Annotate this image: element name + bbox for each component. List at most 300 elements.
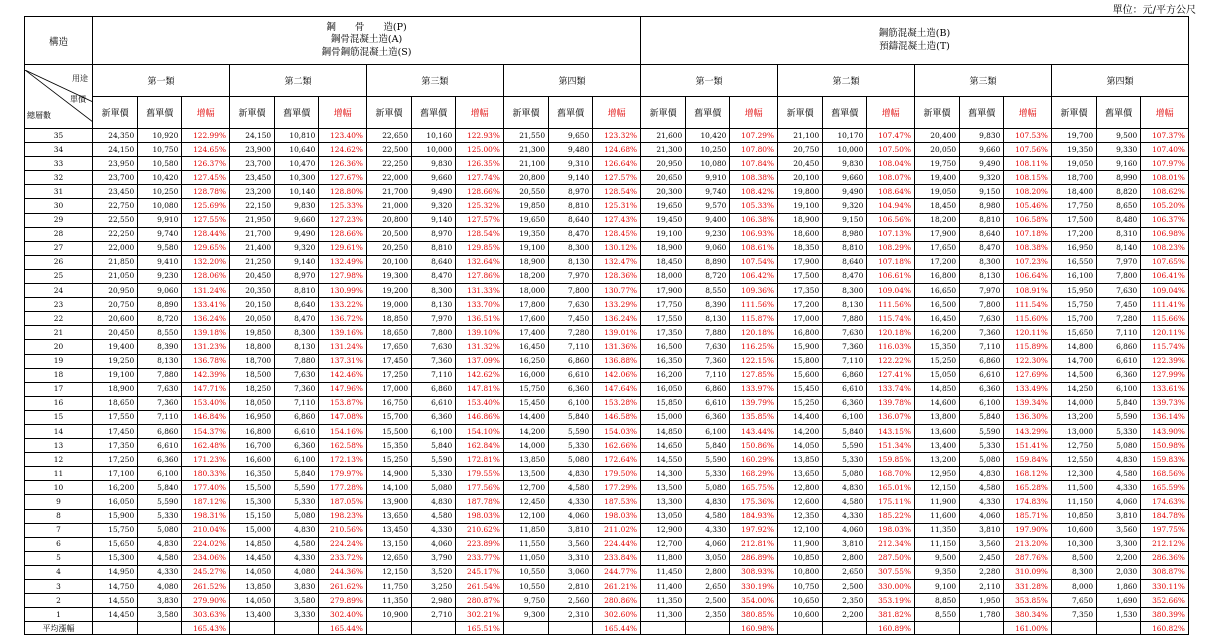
average-empty-cell <box>275 622 319 635</box>
increase-cell: 107.23% <box>1004 255 1052 269</box>
increase-cell: 261.62% <box>319 580 367 594</box>
increase-cell: 154.10% <box>456 424 504 438</box>
old-price-cell: 2,500 <box>686 594 730 608</box>
old-price-cell: 9,140 <box>412 213 456 227</box>
old-price-cell: 2,500 <box>823 580 867 594</box>
new-price-cell: 22,150 <box>229 199 274 213</box>
old-price-cell: 9,490 <box>275 227 319 241</box>
increase-cell: 128.44% <box>182 227 230 241</box>
new-price-cell: 16,350 <box>229 467 274 481</box>
new-price-cell: 11,850 <box>503 523 548 537</box>
old-price-cell: 8,470 <box>960 241 1004 255</box>
new-price-cell: 11,400 <box>641 580 686 594</box>
new-price-cell: 21,950 <box>229 213 274 227</box>
increase-cell: 381.82% <box>867 608 915 622</box>
new-price-cell: 14,550 <box>641 453 686 467</box>
increase-header: 增幅 <box>319 97 367 129</box>
old-price-cell: 3,830 <box>138 594 182 608</box>
increase-cell: 233.84% <box>593 551 641 565</box>
new-price-cell: 15,250 <box>914 354 959 368</box>
price-table <box>24 16 1189 635</box>
new-price-cell: 16,200 <box>914 326 959 340</box>
new-price-cell: 14,200 <box>503 424 548 438</box>
new-price-cell: 13,050 <box>641 509 686 523</box>
increase-cell: 223.89% <box>456 537 504 551</box>
table-row <box>25 143 1189 157</box>
new-price-cell: 16,800 <box>229 424 274 438</box>
old-price-cell: 8,130 <box>549 255 593 269</box>
old-price-cell: 7,110 <box>1097 326 1141 340</box>
old-price-cell: 2,280 <box>960 565 1004 579</box>
increase-cell: 150.86% <box>730 439 778 453</box>
new-price-cell: 11,900 <box>914 495 959 509</box>
old-price-cell: 4,330 <box>823 509 867 523</box>
floor-count-cell: 16 <box>25 396 93 410</box>
increase-cell: 330.00% <box>867 580 915 594</box>
new-price-cell: 20,550 <box>503 185 548 199</box>
new-price-cell: 9,750 <box>503 594 548 608</box>
new-price-cell: 15,050 <box>914 368 959 382</box>
new-price-cell: 18,250 <box>229 382 274 396</box>
increase-cell: 108.91% <box>1004 284 1052 298</box>
old-price-cell: 3,310 <box>549 551 593 565</box>
new-price-cell: 19,200 <box>366 284 411 298</box>
old-price-cell: 3,580 <box>275 594 319 608</box>
new-price-cell: 21,850 <box>93 255 138 269</box>
old-price-cell: 9,580 <box>138 241 182 255</box>
old-price-cell: 5,330 <box>1097 424 1141 438</box>
new-price-cell: 14,050 <box>229 594 274 608</box>
new-price-cell: 15,450 <box>503 396 548 410</box>
new-price-cell: 19,750 <box>914 157 959 171</box>
increase-cell: 125.00% <box>456 143 504 157</box>
old-price-header: 舊單價 <box>138 97 182 129</box>
old-price-cell: 6,360 <box>686 410 730 424</box>
increase-cell: 162.84% <box>456 439 504 453</box>
new-price-cell: 19,400 <box>914 171 959 185</box>
increase-cell: 116.03% <box>867 340 915 354</box>
old-price-cell: 4,830 <box>960 467 1004 481</box>
increase-cell: 127.41% <box>867 368 915 382</box>
table-row <box>25 368 1189 382</box>
new-price-cell: 21,250 <box>229 255 274 269</box>
new-price-cell: 17,750 <box>1051 199 1096 213</box>
old-price-cell: 4,330 <box>412 523 456 537</box>
new-price-cell: 17,550 <box>93 410 138 424</box>
increase-cell: 104.94% <box>867 199 915 213</box>
table-row <box>25 241 1189 255</box>
increase-cell: 129.61% <box>319 241 367 255</box>
increase-cell: 105.33% <box>730 199 778 213</box>
new-price-cell: 20,450 <box>778 157 823 171</box>
old-price-cell: 6,100 <box>1097 382 1141 396</box>
new-price-cell: 12,650 <box>366 551 411 565</box>
increase-cell: 107.65% <box>1141 255 1189 269</box>
old-price-cell: 2,200 <box>1097 551 1141 565</box>
increase-cell: 179.50% <box>593 467 641 481</box>
increase-cell: 122.15% <box>730 354 778 368</box>
increase-cell: 108.38% <box>730 171 778 185</box>
increase-cell: 107.18% <box>867 255 915 269</box>
new-price-cell: 18,500 <box>229 368 274 382</box>
new-price-cell: 11,900 <box>778 537 823 551</box>
old-price-cell: 3,810 <box>1097 509 1141 523</box>
old-price-cell: 9,060 <box>138 284 182 298</box>
new-price-cell: 18,000 <box>641 269 686 283</box>
old-price-cell: 8,300 <box>549 241 593 255</box>
increase-cell: 133.41% <box>182 298 230 312</box>
new-price-cell: 22,250 <box>93 227 138 241</box>
old-price-header: 舊單價 <box>960 97 1004 129</box>
old-price-cell: 6,100 <box>138 467 182 481</box>
table-row <box>25 269 1189 283</box>
new-price-cell: 14,900 <box>366 467 411 481</box>
new-price-cell: 16,600 <box>229 453 274 467</box>
old-price-cell: 3,790 <box>412 551 456 565</box>
increase-cell: 142.39% <box>182 368 230 382</box>
old-price-cell: 6,360 <box>823 396 867 410</box>
increase-cell: 108.61% <box>730 241 778 255</box>
floor-count-cell: 26 <box>25 255 93 269</box>
increase-cell: 172.13% <box>319 453 367 467</box>
new-price-cell: 17,450 <box>93 424 138 438</box>
new-price-cell: 10,300 <box>1051 537 1096 551</box>
new-price-cell: 17,600 <box>503 312 548 326</box>
increase-cell: 133.29% <box>593 298 641 312</box>
increase-cell: 185.22% <box>867 509 915 523</box>
new-price-cell: 12,750 <box>1051 439 1096 453</box>
increase-cell: 380.39% <box>1141 608 1189 622</box>
old-price-cell: 8,810 <box>412 241 456 255</box>
new-price-cell: 23,950 <box>93 157 138 171</box>
new-price-cell: 12,450 <box>503 495 548 509</box>
old-price-cell: 6,360 <box>412 410 456 424</box>
increase-cell: 127.45% <box>182 171 230 185</box>
new-price-cell: 21,550 <box>503 129 548 143</box>
diagonal-header-cell <box>25 65 93 129</box>
new-price-cell: 10,650 <box>778 594 823 608</box>
increase-cell: 139.34% <box>1004 396 1052 410</box>
old-price-cell: 6,860 <box>960 354 1004 368</box>
new-price-cell: 19,400 <box>93 340 138 354</box>
old-price-cell: 3,810 <box>549 523 593 537</box>
increase-cell: 128.66% <box>319 227 367 241</box>
increase-cell: 130.77% <box>593 284 641 298</box>
old-price-cell: 7,970 <box>960 284 1004 298</box>
increase-cell: 168.29% <box>730 467 778 481</box>
old-price-cell: 3,560 <box>960 537 1004 551</box>
average-empty-cell <box>960 622 1004 635</box>
construct-header: 構造 <box>25 17 93 65</box>
increase-cell: 143.90% <box>1141 424 1189 438</box>
old-price-cell: 9,660 <box>275 213 319 227</box>
table-row <box>25 129 1189 143</box>
floor-count-cell: 10 <box>25 481 93 495</box>
new-price-cell: 16,200 <box>93 481 138 495</box>
increase-cell: 128.45% <box>593 227 641 241</box>
increase-cell: 124.68% <box>593 143 641 157</box>
diag-price-label: 單價 <box>70 94 86 104</box>
increase-cell: 244.36% <box>319 565 367 579</box>
new-price-cell: 21,600 <box>641 129 686 143</box>
old-price-cell: 3,560 <box>549 537 593 551</box>
new-price-cell: 15,700 <box>366 410 411 424</box>
increase-cell: 139.79% <box>730 396 778 410</box>
new-price-cell: 14,100 <box>366 481 411 495</box>
old-price-header: 舊單價 <box>549 97 593 129</box>
new-price-cell: 17,800 <box>503 298 548 312</box>
increase-cell: 139.18% <box>182 326 230 340</box>
old-price-cell: 4,330 <box>960 495 1004 509</box>
increase-cell: 131.32% <box>456 340 504 354</box>
new-price-cell: 16,350 <box>641 354 686 368</box>
old-price-cell: 9,230 <box>138 269 182 283</box>
new-price-cell: 23,700 <box>229 157 274 171</box>
old-price-cell: 4,330 <box>275 551 319 565</box>
old-price-cell: 7,110 <box>412 368 456 382</box>
average-increase-cell: 165.44% <box>593 622 641 635</box>
old-price-cell: 8,130 <box>686 312 730 326</box>
increase-cell: 184.78% <box>1141 509 1189 523</box>
increase-cell: 127.57% <box>456 213 504 227</box>
increase-cell: 211.02% <box>593 523 641 537</box>
new-price-cell: 17,550 <box>641 312 686 326</box>
new-price-cell: 18,700 <box>229 354 274 368</box>
increase-cell: 116.25% <box>730 340 778 354</box>
category-header-2-1: 第一類 <box>641 65 778 97</box>
new-price-cell: 16,650 <box>914 284 959 298</box>
old-price-cell: 4,060 <box>549 509 593 523</box>
new-price-cell: 13,000 <box>1051 424 1096 438</box>
increase-cell: 124.62% <box>319 143 367 157</box>
table-row <box>25 199 1189 213</box>
old-price-cell: 7,110 <box>138 410 182 424</box>
new-price-cell: 13,900 <box>366 495 411 509</box>
new-price-header: 新單價 <box>641 97 686 129</box>
old-price-cell: 4,830 <box>686 495 730 509</box>
new-price-cell: 14,200 <box>778 424 823 438</box>
old-price-cell: 9,490 <box>412 185 456 199</box>
increase-cell: 127.23% <box>319 213 367 227</box>
increase-cell: 109.04% <box>1141 284 1189 298</box>
increase-cell: 136.72% <box>319 312 367 326</box>
old-price-cell: 4,060 <box>1097 495 1141 509</box>
increase-cell: 106.38% <box>730 213 778 227</box>
floor-count-cell: 2 <box>25 594 93 608</box>
old-price-cell: 5,840 <box>412 439 456 453</box>
table-row <box>25 467 1189 481</box>
increase-cell: 108.38% <box>1004 241 1052 255</box>
category-header-1-2: 第二類 <box>229 65 366 97</box>
increase-cell: 115.60% <box>1004 312 1052 326</box>
increase-cell: 128.54% <box>593 185 641 199</box>
old-price-cell: 4,330 <box>549 495 593 509</box>
old-price-cell: 5,840 <box>823 424 867 438</box>
increase-cell: 154.37% <box>182 424 230 438</box>
old-price-cell: 6,100 <box>275 453 319 467</box>
old-price-cell: 4,830 <box>823 481 867 495</box>
old-price-cell: 10,470 <box>275 157 319 171</box>
increase-cell: 177.29% <box>593 481 641 495</box>
increase-cell: 179.55% <box>456 467 504 481</box>
old-price-cell: 2,710 <box>412 608 456 622</box>
old-price-cell: 6,360 <box>138 453 182 467</box>
increase-cell: 120.18% <box>867 326 915 340</box>
new-price-cell: 12,150 <box>914 481 959 495</box>
new-price-cell: 12,700 <box>641 537 686 551</box>
old-price-cell: 5,330 <box>549 439 593 453</box>
increase-cell: 106.41% <box>1141 269 1189 283</box>
floor-count-cell: 33 <box>25 157 93 171</box>
floor-count-cell: 3 <box>25 580 93 594</box>
new-price-cell: 17,350 <box>778 284 823 298</box>
increase-cell: 115.89% <box>1004 340 1052 354</box>
increase-cell: 210.62% <box>456 523 504 537</box>
new-price-cell: 21,100 <box>503 157 548 171</box>
increase-cell: 279.89% <box>319 594 367 608</box>
increase-cell: 354.00% <box>730 594 778 608</box>
increase-cell: 107.54% <box>730 255 778 269</box>
floor-count-cell: 5 <box>25 551 93 565</box>
increase-cell: 108.64% <box>867 185 915 199</box>
increase-cell: 380.85% <box>730 608 778 622</box>
increase-cell: 128.80% <box>319 185 367 199</box>
floor-count-cell: 23 <box>25 298 93 312</box>
old-price-cell: 3,560 <box>1097 523 1141 537</box>
new-price-cell: 14,450 <box>229 551 274 565</box>
old-price-cell: 9,230 <box>686 227 730 241</box>
increase-cell: 287.76% <box>1004 551 1052 565</box>
increase-cell: 131.24% <box>182 284 230 298</box>
increase-cell: 122.39% <box>1141 354 1189 368</box>
new-price-cell: 15,700 <box>1051 312 1096 326</box>
new-price-cell: 8,500 <box>1051 551 1096 565</box>
increase-cell: 224.44% <box>593 537 641 551</box>
increase-cell: 162.48% <box>182 439 230 453</box>
increase-cell: 139.01% <box>593 326 641 340</box>
old-price-cell: 7,800 <box>960 298 1004 312</box>
new-price-cell: 22,250 <box>366 157 411 171</box>
increase-cell: 139.73% <box>1141 396 1189 410</box>
new-price-cell: 15,750 <box>93 523 138 537</box>
new-price-cell: 13,500 <box>641 481 686 495</box>
old-price-cell: 9,060 <box>686 241 730 255</box>
new-price-cell: 13,850 <box>503 453 548 467</box>
new-price-cell: 15,300 <box>229 495 274 509</box>
old-price-cell: 4,330 <box>1097 481 1141 495</box>
old-price-cell: 6,360 <box>1097 368 1141 382</box>
increase-cell: 139.16% <box>319 326 367 340</box>
increase-cell: 177.28% <box>319 481 367 495</box>
new-price-cell: 14,850 <box>914 382 959 396</box>
old-price-cell: 10,000 <box>823 143 867 157</box>
floor-count-cell: 34 <box>25 143 93 157</box>
diagonal-header <box>25 70 92 124</box>
new-price-cell: 18,450 <box>914 199 959 213</box>
old-price-cell: 5,330 <box>275 495 319 509</box>
old-price-cell: 7,360 <box>138 396 182 410</box>
old-price-cell: 7,110 <box>823 354 867 368</box>
old-price-cell: 8,970 <box>549 185 593 199</box>
old-price-cell: 5,590 <box>686 453 730 467</box>
increase-cell: 210.04% <box>182 523 230 537</box>
new-price-cell: 18,200 <box>503 269 548 283</box>
increase-cell: 302.60% <box>593 608 641 622</box>
new-price-cell: 14,050 <box>778 439 823 453</box>
new-price-cell: 10,600 <box>1051 523 1096 537</box>
old-price-cell: 5,590 <box>412 453 456 467</box>
old-price-cell: 7,360 <box>686 354 730 368</box>
new-price-cell: 16,050 <box>641 382 686 396</box>
old-price-cell: 9,490 <box>960 157 1004 171</box>
increase-cell: 115.74% <box>867 312 915 326</box>
floor-count-cell: 7 <box>25 523 93 537</box>
increase-cell: 133.70% <box>456 298 504 312</box>
new-price-cell: 15,250 <box>366 453 411 467</box>
increase-cell: 143.15% <box>867 424 915 438</box>
old-price-cell: 5,840 <box>549 410 593 424</box>
new-price-cell: 14,850 <box>229 537 274 551</box>
new-price-cell: 16,450 <box>914 312 959 326</box>
old-price-cell: 4,580 <box>549 481 593 495</box>
increase-cell: 198.03% <box>456 509 504 523</box>
average-increase-cell: 165.51% <box>456 622 504 635</box>
new-price-cell: 8,550 <box>914 608 959 622</box>
old-price-cell: 8,640 <box>412 255 456 269</box>
new-price-cell: 13,650 <box>778 467 823 481</box>
floor-count-cell: 1 <box>25 608 93 622</box>
increase-cell: 133.97% <box>730 382 778 396</box>
increase-header: 增幅 <box>456 97 504 129</box>
old-price-cell: 9,830 <box>412 157 456 171</box>
new-price-cell: 12,700 <box>503 481 548 495</box>
increase-cell: 198.03% <box>867 523 915 537</box>
new-price-cell: 11,150 <box>1051 495 1096 509</box>
old-price-cell: 8,300 <box>823 284 867 298</box>
average-increase-cell: 160.82% <box>1141 622 1189 635</box>
old-price-cell: 8,390 <box>138 340 182 354</box>
new-price-cell: 17,350 <box>93 439 138 453</box>
increase-cell: 106.98% <box>1141 227 1189 241</box>
old-price-cell: 8,300 <box>412 284 456 298</box>
new-price-cell: 14,300 <box>641 467 686 481</box>
old-price-cell: 9,320 <box>823 199 867 213</box>
new-price-cell: 14,700 <box>1051 354 1096 368</box>
old-price-cell: 2,980 <box>412 594 456 608</box>
increase-header: 增幅 <box>1141 97 1189 129</box>
new-price-cell: 16,750 <box>366 396 411 410</box>
new-price-cell: 13,850 <box>778 453 823 467</box>
new-price-header: 新單價 <box>1051 97 1096 129</box>
old-price-cell: 9,330 <box>1097 143 1141 157</box>
increase-cell: 136.51% <box>456 312 504 326</box>
increase-cell: 130.12% <box>593 241 641 255</box>
increase-cell: 310.09% <box>1004 565 1052 579</box>
increase-cell: 137.31% <box>319 354 367 368</box>
new-price-cell: 16,950 <box>1051 241 1096 255</box>
average-label: 平均漲幅 <box>25 622 93 635</box>
new-price-cell: 16,100 <box>1051 269 1096 283</box>
new-price-cell: 22,500 <box>366 143 411 157</box>
old-price-cell: 3,810 <box>823 537 867 551</box>
old-price-cell: 3,050 <box>686 551 730 565</box>
new-price-cell: 19,050 <box>914 185 959 199</box>
increase-cell: 261.21% <box>593 580 641 594</box>
increase-cell: 130.99% <box>319 284 367 298</box>
new-price-cell: 10,750 <box>778 580 823 594</box>
increase-cell: 107.84% <box>730 157 778 171</box>
new-price-cell: 14,550 <box>93 594 138 608</box>
